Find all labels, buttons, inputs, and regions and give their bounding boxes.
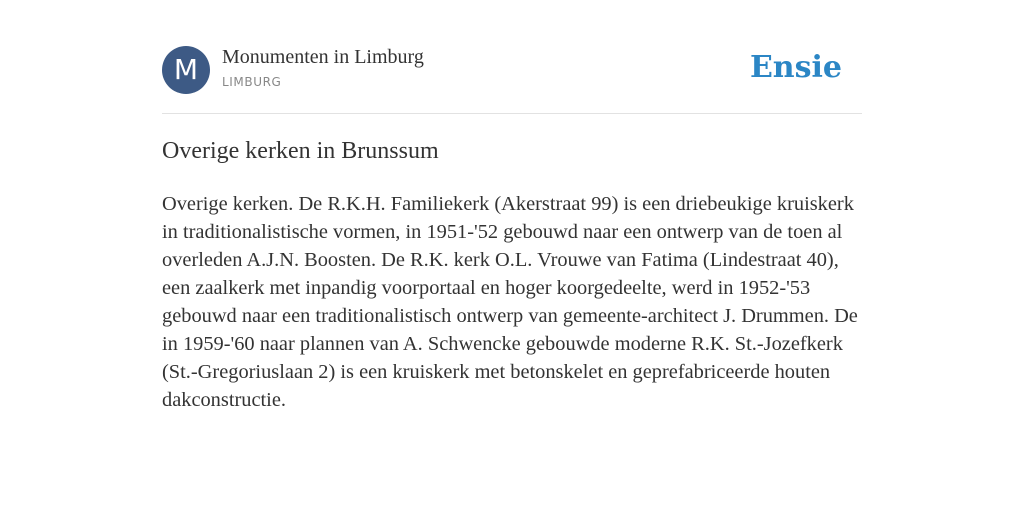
article-title: Overige kerken in Brunssum: [162, 138, 439, 164]
source-title[interactable]: Monumenten in Limburg: [222, 46, 424, 68]
source-header: [162, 46, 862, 96]
article-body: Overige kerken. De R.K.H. Familiekerk (Akerstraat 99) is een driebeukige kruiskerk in traditionalistische vormen, in 1951-'52 gebouwd naar een ontwerp van de toen al overleden A.J.N. Boosten. De R.K. kerk O.L. Vrouwe van Fatima (Lindestraat 40), een zaalkerk met inpandig voorportaal en hoger koorgedeelte, werd in 1952-'53 gebouwd naar een traditionalistisch ontwerp van gemeente-architect J. Drummen. De in 1959-'60 naar plannen van A. Schwencke gebouwde moderne R.K. St.-Jozefkerk (St.-Gregoriuslaan 2) is een kruiskerk met betonskelet en geprefabriceerde houten dakconstructie.: [162, 193, 858, 411]
source-subtitle: LIMBURG: [222, 75, 282, 89]
header-divider: [162, 113, 862, 114]
source-avatar[interactable]: M: [162, 46, 210, 94]
brand-logo[interactable]: Ensie: [749, 50, 842, 85]
